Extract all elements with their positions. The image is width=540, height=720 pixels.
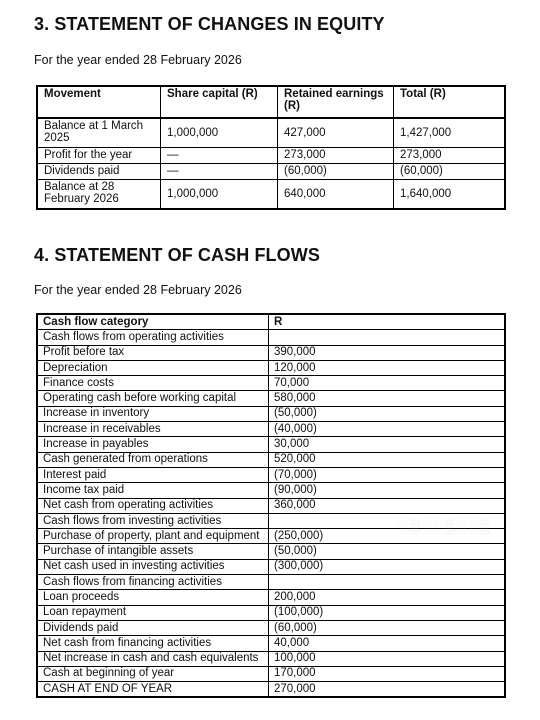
amount-cell: 270,000 (269, 682, 506, 698)
table-row (37, 437, 505, 452)
col-movement: Movement (37, 86, 161, 118)
movement-cell: Balance at 1 March 2025 (37, 118, 161, 148)
equity-title: 3. STATEMENT OF CHANGES IN EQUITY (34, 14, 385, 34)
table-row (37, 575, 505, 590)
amount-cell: 580,000 (269, 391, 506, 406)
table-row (37, 498, 505, 513)
category-cell: Increase in payables (37, 437, 269, 452)
category-cell: Net increase in cash and cash equivalents (37, 651, 269, 666)
amount-cell: (300,000) (269, 559, 506, 574)
cashflow-table (36, 313, 506, 698)
amount-cell: (250,000) (269, 529, 506, 544)
category-cell: Depreciation (37, 360, 269, 375)
total-cell: 1,427,000 (394, 118, 506, 148)
retained-cell: 273,000 (278, 148, 394, 164)
cashflow-header-row (37, 314, 505, 330)
category-cell: CASH AT END OF YEAR (37, 682, 269, 698)
amount-cell: 390,000 (269, 345, 506, 360)
col-total: Total (R) (394, 86, 506, 118)
category-cell: Net cash from operating activities (37, 498, 269, 513)
amount-cell: 360,000 (269, 498, 506, 513)
share-cell: — (161, 164, 278, 180)
table-row (37, 118, 505, 148)
amount-cell: 40,000 (269, 636, 506, 651)
equity-period: For the year ended 28 February 2026 (34, 53, 242, 67)
watermark: ░▒░░▒░░▒ (398, 518, 492, 535)
equity-table (36, 85, 506, 210)
col-amount: R (269, 314, 506, 330)
category-cell: Purchase of property, plant and equipment (37, 529, 269, 544)
share-cell: — (161, 148, 278, 164)
equity-header-row (37, 86, 505, 118)
table-row (37, 148, 505, 164)
table-row (37, 636, 505, 651)
retained-cell: (60,000) (278, 164, 394, 180)
category-cell: Income tax paid (37, 483, 269, 498)
table-row (37, 406, 505, 421)
category-cell: Cash generated from operations (37, 452, 269, 467)
movement-cell: Dividends paid (37, 164, 161, 180)
amount-cell: 70,000 (269, 376, 506, 391)
amount-cell: (40,000) (269, 422, 506, 437)
amount-cell: (90,000) (269, 483, 506, 498)
table-row (37, 467, 505, 482)
amount-cell (269, 575, 506, 590)
amount-cell: 100,000 (269, 651, 506, 666)
category-cell: Finance costs (37, 376, 269, 391)
table-row (37, 620, 505, 635)
movement-cell: Balance at 28 February 2026 (37, 180, 161, 210)
category-cell: Cash at beginning of year (37, 666, 269, 681)
share-cell: 1,000,000 (161, 118, 278, 148)
amount-cell: 170,000 (269, 666, 506, 681)
amount-cell: 200,000 (269, 590, 506, 605)
retained-cell: 640,000 (278, 180, 394, 210)
table-row (37, 651, 505, 666)
amount-cell: 520,000 (269, 452, 506, 467)
category-cell: Net cash from financing activities (37, 636, 269, 651)
category-cell: Cash flows from investing activities (37, 513, 269, 528)
category-cell: Increase in receivables (37, 422, 269, 437)
table-row (37, 666, 505, 681)
table-row (37, 330, 505, 345)
category-cell: Net cash used in investing activities (37, 559, 269, 574)
table-row (37, 605, 505, 620)
retained-cell: 427,000 (278, 118, 394, 148)
category-cell: Dividends paid (37, 620, 269, 635)
category-cell: Cash flows from financing activities (37, 575, 269, 590)
amount-cell: (100,000) (269, 605, 506, 620)
col-share-capital: Share capital (R) (161, 86, 278, 118)
col-retained-earnings: Retained earnings (R) (278, 86, 394, 118)
share-cell: 1,000,000 (161, 180, 278, 210)
category-cell: Interest paid (37, 467, 269, 482)
table-row (37, 483, 505, 498)
amount-cell: (50,000) (269, 544, 506, 559)
movement-cell: Profit for the year (37, 148, 161, 164)
amount-cell: (60,000) (269, 620, 506, 635)
col-category: Cash flow category (37, 314, 269, 330)
category-cell: Operating cash before working capital (37, 391, 269, 406)
table-row (37, 544, 505, 559)
table-row (37, 559, 505, 574)
table-row (37, 360, 505, 375)
table-row (37, 452, 505, 467)
table-row (37, 164, 505, 180)
table-row (37, 391, 505, 406)
cashflow-title: 4. STATEMENT OF CASH FLOWS (34, 245, 320, 265)
category-cell: Profit before tax (37, 345, 269, 360)
category-cell: Increase in inventory (37, 406, 269, 421)
table-row (37, 180, 505, 210)
amount-cell (269, 330, 506, 345)
total-cell: 1,640,000 (394, 180, 506, 210)
table-row (37, 590, 505, 605)
table-row (37, 345, 505, 360)
total-cell: 273,000 (394, 148, 506, 164)
amount-cell: (70,000) (269, 467, 506, 482)
amount-cell: 30,000 (269, 437, 506, 452)
category-cell: Loan proceeds (37, 590, 269, 605)
category-cell: Purchase of intangible assets (37, 544, 269, 559)
amount-cell: 120,000 (269, 360, 506, 375)
amount-cell: (50,000) (269, 406, 506, 421)
category-cell: Cash flows from operating activities (37, 330, 269, 345)
table-row (37, 422, 505, 437)
cashflow-period: For the year ended 28 February 2026 (34, 283, 242, 297)
total-cell: (60,000) (394, 164, 506, 180)
category-cell: Loan repayment (37, 605, 269, 620)
table-row (37, 682, 505, 698)
table-row (37, 376, 505, 391)
